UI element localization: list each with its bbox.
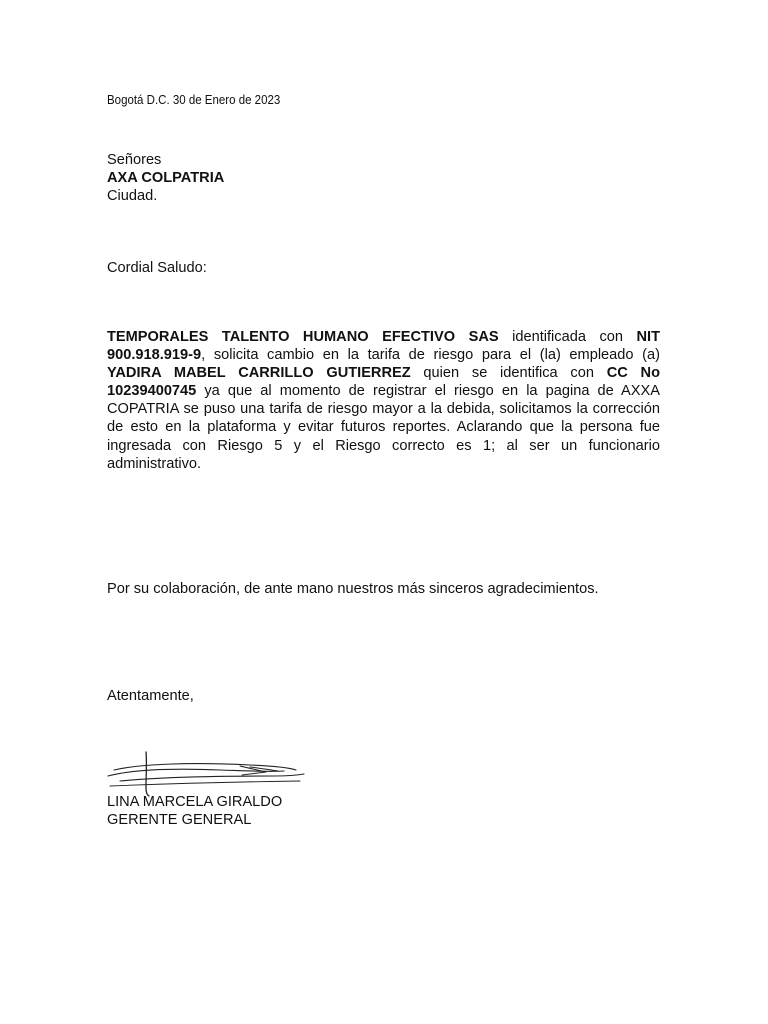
- recipient-name: AXA COLPATRIA: [107, 170, 225, 186]
- employee-name: YADIRA MABEL CARRILLO GUTIERREZ: [107, 365, 411, 382]
- body-text-2: , solicita cambio en la tarifa de riesgo para el (la) empleado (a): [201, 347, 660, 364]
- signer-title: GERENTE GENERAL: [107, 812, 252, 828]
- greeting: Cordial Saludo:: [107, 260, 207, 276]
- recipient-city: Ciudad.: [107, 188, 158, 204]
- body-text-4: ya que al momento de registrar el riesgo en la pagina de AXXA COPATRIA se puso una tarifa de riesgo mayor a la debida, solicitamos la corrección de esto en la plataforma y evitar futuros reportes. Aclarando que la persona fue ingresada con Riesgo 5 y el Riesgo correcto es 1; al ser un funcionario administrativo.: [107, 383, 660, 472]
- nit-number: NIT 900.918.919-9: [107, 329, 660, 364]
- company-name: TEMPORALES TALENTO HUMANO EFECTIVO SAS: [107, 329, 499, 345]
- body-text-3: quien se identifica con: [410, 365, 607, 382]
- thanks-line: Por su colaboración, de ante mano nuestros más sinceros agradecimientos.: [107, 581, 599, 597]
- signer-name: LINA MARCELA GIRALDO: [107, 794, 283, 810]
- letter-date: Bogotá D.C. 30 de Enero de 2023: [107, 93, 281, 107]
- body-text-1: identificada con: [498, 329, 637, 345]
- cc-number: CC No 10239400745: [107, 365, 660, 400]
- signature-image: [100, 748, 310, 798]
- closing-line: Atentamente,: [107, 688, 194, 704]
- salutation-line: Señores: [107, 152, 162, 168]
- body-paragraph: [107, 328, 660, 473]
